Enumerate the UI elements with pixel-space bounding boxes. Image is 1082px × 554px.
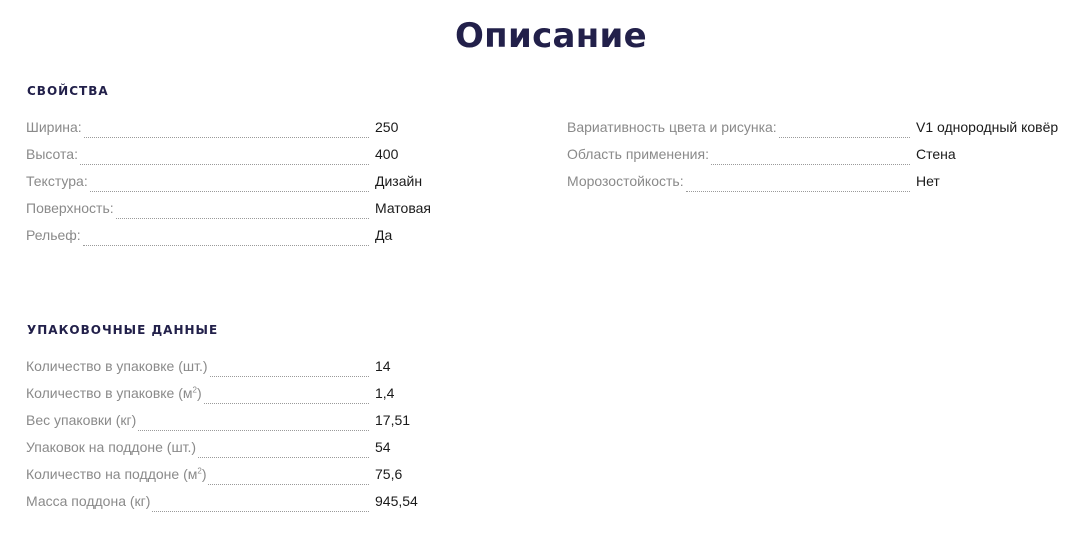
properties-left-list <box>26 114 431 249</box>
dot-leader <box>152 510 369 512</box>
packaging-list <box>26 353 418 515</box>
property-label: Текстура: <box>26 173 88 189</box>
dot-leader <box>116 217 369 219</box>
packaging-value: 54 <box>375 439 391 455</box>
dot-leader <box>138 429 369 431</box>
property-label: Рельеф: <box>26 227 81 243</box>
property-value: Да <box>375 227 393 243</box>
packaging-label: Количество в упаковке (шт.) <box>26 358 208 374</box>
dot-leader <box>204 402 369 404</box>
property-value: 400 <box>375 146 399 162</box>
dot-leader <box>210 375 369 377</box>
packaging-value: 75,6 <box>375 466 403 482</box>
property-row-frost-resistance <box>567 168 1058 195</box>
page-title: Описание <box>454 16 648 56</box>
properties-heading: СВОЙСТВА <box>27 84 109 98</box>
packaging-label: Вес упаковки (кг) <box>26 412 137 428</box>
packaging-row <box>26 380 418 407</box>
packaging-label: Количество на поддоне $(м^2)$ <box>26 466 207 482</box>
property-value: Дизайн <box>375 173 423 189</box>
property-row-texture <box>26 168 431 195</box>
property-row-relief <box>26 222 431 249</box>
dot-leader <box>208 483 369 485</box>
packaging-value: 1,4 <box>375 385 395 401</box>
packaging-heading: УПАКОВОЧНЫЕ ДАННЫЕ <box>27 323 219 337</box>
dot-leader <box>83 244 369 246</box>
property-label: Морозостойкость: <box>567 173 684 189</box>
property-label: Высота: <box>26 146 78 162</box>
dot-leader <box>84 136 369 138</box>
property-value: Стена <box>916 146 956 162</box>
property-value: 250 <box>375 119 399 135</box>
dot-leader <box>90 190 369 192</box>
packaging-label: Масса поддона (кг) <box>26 493 151 509</box>
property-value: V1 однородный ковёр <box>916 119 1059 135</box>
packaging-label: Количество в упаковке $(м^2)$ <box>26 385 202 401</box>
property-row-surface <box>26 195 431 222</box>
dot-leader <box>80 163 369 165</box>
dot-leader <box>711 163 910 165</box>
packaging-value: 945,54 <box>375 493 418 509</box>
dot-leader <box>779 136 910 138</box>
packaging-value: 14 <box>375 358 391 374</box>
packaging-row <box>26 353 418 380</box>
dot-leader <box>198 456 369 458</box>
packaging-row <box>26 461 418 488</box>
property-row-application <box>567 141 1058 168</box>
packaging-value: 17,51 <box>375 412 411 428</box>
packaging-label: Упаковок на поддоне (шт.) <box>26 439 197 455</box>
property-row-width <box>26 114 431 141</box>
property-label: Область применения: <box>567 146 709 162</box>
property-value: Нет <box>916 173 940 189</box>
property-label: Ширина: <box>26 119 82 135</box>
packaging-row <box>26 488 418 515</box>
packaging-row <box>26 407 418 434</box>
properties-right-list <box>567 114 1058 195</box>
property-row-height <box>26 141 431 168</box>
property-value: Матовая <box>375 200 431 216</box>
dot-leader <box>686 190 910 192</box>
packaging-row <box>26 434 418 461</box>
property-row-color-variation <box>567 114 1058 141</box>
property-label: Вариативность цвета и рисунка: <box>567 119 777 135</box>
property-label: Поверхность: <box>26 200 114 216</box>
